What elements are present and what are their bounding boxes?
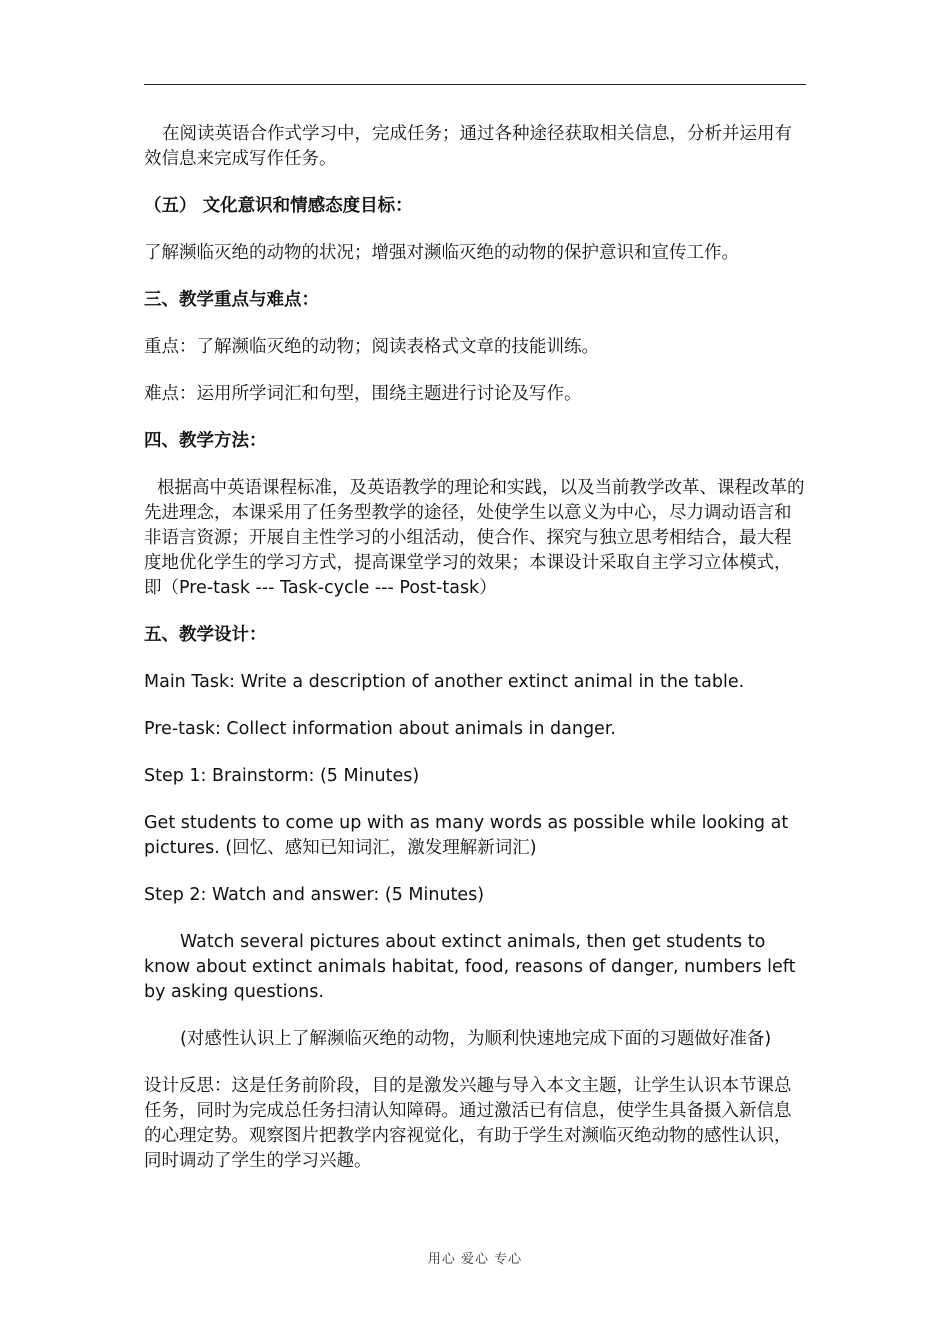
note-close: ) [764, 1029, 772, 1049]
paragraph-pre-task: Pre-task: Collect information about animals in danger. [144, 719, 616, 739]
document-body [144, 122, 806, 1196]
note-text: 对感性认识上了解濒临灭绝的动物，为顺利快速地完成下面的习题做好准备 [186, 1029, 765, 1049]
heading-cultural-awareness: （五） 文化意识和情感态度目标： [144, 196, 413, 216]
paragraph-cooperative-learning: 在阅读英语合作式学习中，完成任务；通过各种途径获取相关信息，分析并运用有效信息来完成写作任务。 [144, 124, 792, 169]
paragraph-step-1: Step 1: Brainstorm: (5 Minutes) [144, 766, 420, 786]
task-cycle-model: Pre-task --- Task-cycle --- Post-task [179, 578, 480, 598]
paragraph-step-2: Step 2: Watch and answer: (5 Minutes) [144, 885, 485, 905]
paragraph-main-task: Main Task: Write a description of another extinct animal in the table. [144, 672, 745, 692]
paragraph-teaching-method [144, 476, 806, 601]
brainstorm-note: 回忆、感知已知词汇，激发理解新词汇 [232, 838, 530, 858]
paragraph-difficult-point: 难点：运用所学词汇和句型，围绕主题进行讨论及写作。 [144, 384, 582, 404]
brainstorm-text: Get students to come up with as many words as possible while looking at pictures. ( [144, 813, 789, 858]
paragraph-key-point: 重点：了解濒临灭绝的动物；阅读表格式文章的技能训练。 [144, 337, 599, 357]
brainstorm-close: ) [529, 838, 537, 858]
paragraph-endangered-awareness: 了解濒临灭绝的动物的状况；增强对濒临灭绝的动物的保护意识和宣传工作。 [144, 243, 739, 263]
heading-key-points: 三、教学重点与难点： [144, 290, 319, 310]
paragraph-brainstorm-detail [144, 811, 806, 861]
paragraph-design-reflection: 设计反思：这是任务前阶段，目的是激发兴趣与导入本文主题，让学生认识本节课总任务，同时为完成总任务扫清认知障碍。通过激活已有信息，使学生具备摄入新信息的心理定势。观察图片把教学内容视觉化，有助于学生对濒临灭绝动物的感性认识，同时调动了学生的学习兴趣。 [144, 1076, 792, 1171]
page-footer: 用心 爱心 专心 [427, 1252, 523, 1267]
heading-teaching-design: 五、教学设计： [144, 625, 267, 645]
closing-paren: ） [479, 578, 497, 598]
paragraph-watch-detail: Watch several pictures about extinct animals, then get students to know about extinct animals habitat, food, reasons of danger, numbers left by asking questions. [144, 932, 796, 1002]
heading-teaching-method: 四、教学方法： [144, 431, 267, 451]
note-open: ( [180, 1029, 187, 1049]
teaching-method-text: 根据高中英语课程标准，及英语教学的理论和实践，以及当前教学改革、课程改革的先进理念，本课采用了任务型教学的途径，处使学生以意义为中心，尽力调动语言和非语言资源；开展自主性学习的小组活动，使合作、探究与独立思考相结合，最大程度地优化学生的学习方式，提高课堂学习的效果；本课设计采取自主学习立体模式，即（ [144, 478, 805, 598]
paragraph-watch-note [144, 1027, 806, 1052]
header-rule [144, 84, 806, 85]
